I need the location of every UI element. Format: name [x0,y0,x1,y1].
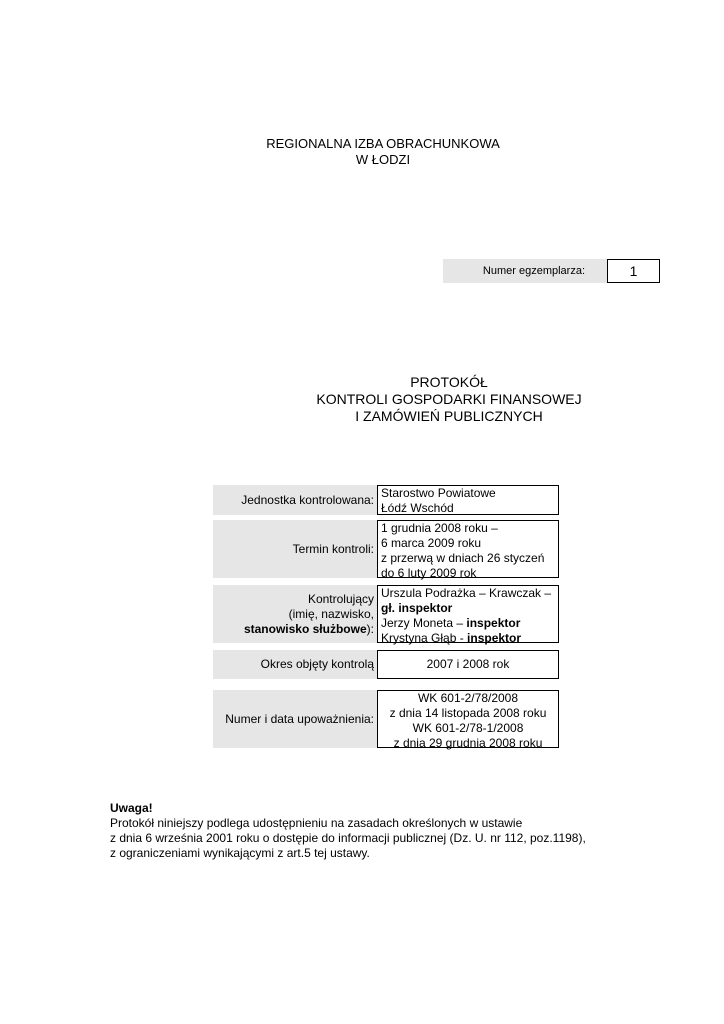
inspector-role: inspektor [466,616,521,630]
institution-name: REGIONALNA IZBA OBRACHUNKOWA [266,136,500,151]
document-subtitle-2: I ZAMÓWIEŃ PUBLICZNYCH [355,408,543,424]
inspectors-label-line [213,622,374,637]
unit-value [377,485,559,515]
inspector-name: Krystyna Głąb - [381,631,468,645]
term-label: Termin kontroli: [213,520,377,578]
notice-line: z ograniczeniami wynikającymi z art.5 tej ustawy. [110,846,370,860]
term-line: z przerwą w dniach 26 styczeń [381,551,545,565]
authorization-line: WK 601-2/78/2008 [417,691,519,705]
inspectors-label-end: ): [366,622,374,636]
inspectors-label-line: (imię, nazwisko, [288,607,374,621]
inspector-role: gł. inspektor [381,601,453,615]
inspectors-label-bold: stanowisko służbowe [243,622,367,636]
document-subtitle-1: KONTROLI GOSPODARKI FINANSOWEJ [316,391,582,407]
notice-line: Protokół niniejszy podlega udostępnieniu na zasadach określonych w ustawie [110,816,523,830]
inspectors-label-line: Kontrolujący [307,592,374,606]
inspectors-value [377,585,559,643]
document-title: PROTOKÓŁ [410,374,488,390]
period-label: Okres objęty kontrolą [213,650,377,679]
authorization-label: Numer i data upoważnienia: [213,690,377,748]
unit-line: Starostwo Powiatowe [381,486,496,500]
term-line: 6 marca 2009 roku [381,536,482,550]
unit-label: Jednostka kontrolowana: [213,485,377,515]
authorization-line: WK 601-2/78-1/2008 [412,721,524,735]
inspectors-label [213,585,377,643]
authorization-value [377,690,559,748]
authorization-line: z dnia 29 grudnia 2008 roku [393,736,543,750]
notice-heading: Uwaga! [110,801,153,815]
authorization-line: z dnia 14 listopada 2008 roku [389,706,547,720]
copy-number-box: 1 [607,259,660,283]
inspector-name: Urszula Podrażka – Krawczak – [381,586,552,600]
inspector-name: Jerzy Moneta – [381,616,467,630]
institution-city: W ŁODZI [355,152,411,167]
term-line: do 6 luty 2009 rok [381,566,477,580]
copy-number-label: Numer egzemplarza: [443,259,607,283]
term-line: 1 grudnia 2008 roku – [381,521,498,535]
notice-line: z dnia 6 września 2001 roku o dostępie do informacji publicznej (Dz. U. nr 112, poz.1198), [110,831,586,845]
period-value: 2007 i 2008 rok [377,650,559,679]
inspector-role: inspektor [467,631,522,645]
unit-line: Łódź Wschód [381,501,454,515]
notice [110,801,630,861]
term-value [377,520,559,578]
